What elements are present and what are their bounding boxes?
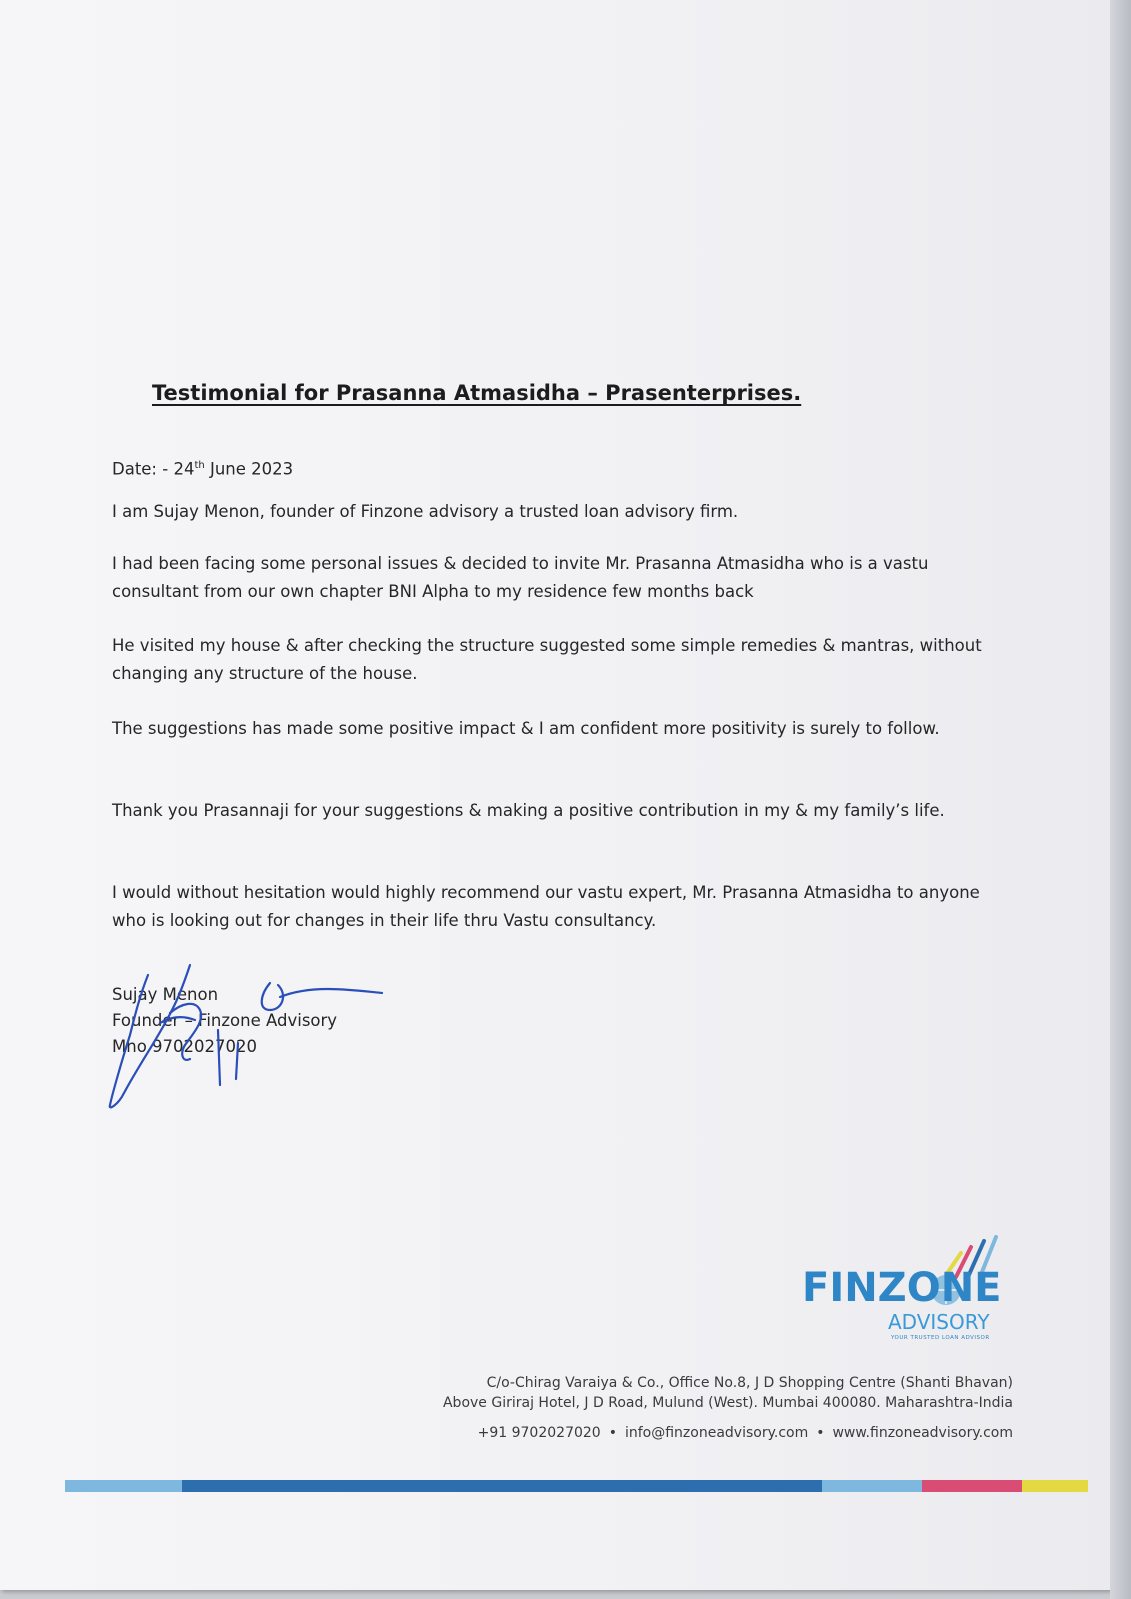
phone-number: +91 9702027020 <box>477 1425 601 1441</box>
letter-date: Date: - 24th June 2023 <box>112 459 294 479</box>
logo-subtitle: ADVISORY <box>888 1310 990 1334</box>
signer-name: Sujay Menon <box>112 985 219 1004</box>
paragraph-intro: I am Sujay Menon, founder of Finzone advisory a trusted loan advisory firm. <box>112 502 739 521</box>
handwritten-signature <box>100 955 400 1120</box>
logo-tagline: YOUR TRUSTED LOAN ADVISOR <box>891 1335 990 1341</box>
paragraph-impact: The suggestions has made some positive impact & I am confident more positivity is surely to follow. <box>112 719 940 738</box>
email-address: info@finzoneadvisory.com <box>624 1425 809 1441</box>
footer-stripe-segment <box>822 1480 922 1492</box>
footer-stripe-segment <box>182 1480 822 1492</box>
letter-title: Testimonial for Prasanna Atmasidha – Prasenterprises. <box>152 381 802 405</box>
paragraph-visit: He visited my house & after checking the structure suggested some simple remedies & mantras, without changing any structure of the house. <box>112 636 982 683</box>
footer-stripe-segment <box>1022 1480 1088 1492</box>
website-address: www.finzoneadvisory.com <box>832 1425 1013 1441</box>
paragraph-recommend: I would without hesitation would highly recommend our vastu expert, Mr. Prasanna Atmasidha to anyone who is looking out for changes in their life thru Vastu consultancy. <box>112 883 980 930</box>
contact-line <box>253 1423 1013 1443</box>
address-line-2: Above Giriraj Hotel, J D Road, Mulund (West). Mumbai 400080. Maharashtra-India <box>442 1395 1013 1411</box>
finzone-logo <box>796 1235 1026 1350</box>
signer-role: Founder – Finzone Advisory <box>112 1011 338 1030</box>
paragraph-thanks: Thank you Prasannaji for your suggestions & making a positive contribution in my & my family’s life. <box>112 801 945 820</box>
signer-mobile: Mno 9702027020 <box>112 1037 258 1056</box>
footer-stripe-segment <box>65 1480 182 1492</box>
separator-dot: • <box>608 1425 617 1441</box>
footer-stripe-segment <box>922 1480 1022 1492</box>
address-line-1: C/o-Chirag Varaiya & Co., Office No.8, J D Shopping Centre (Shanti Bhavan) <box>486 1375 1013 1391</box>
page-edge <box>1110 0 1131 1599</box>
paragraph-issues: I had been facing some personal issues & decided to invite Mr. Prasanna Atmasidha who is a vastu consultant from our own chapter BNI Alpha to my residence few months back <box>112 554 929 601</box>
logo-wordmark: FINZONE <box>802 1265 1002 1311</box>
separator-dot: • <box>816 1425 825 1441</box>
